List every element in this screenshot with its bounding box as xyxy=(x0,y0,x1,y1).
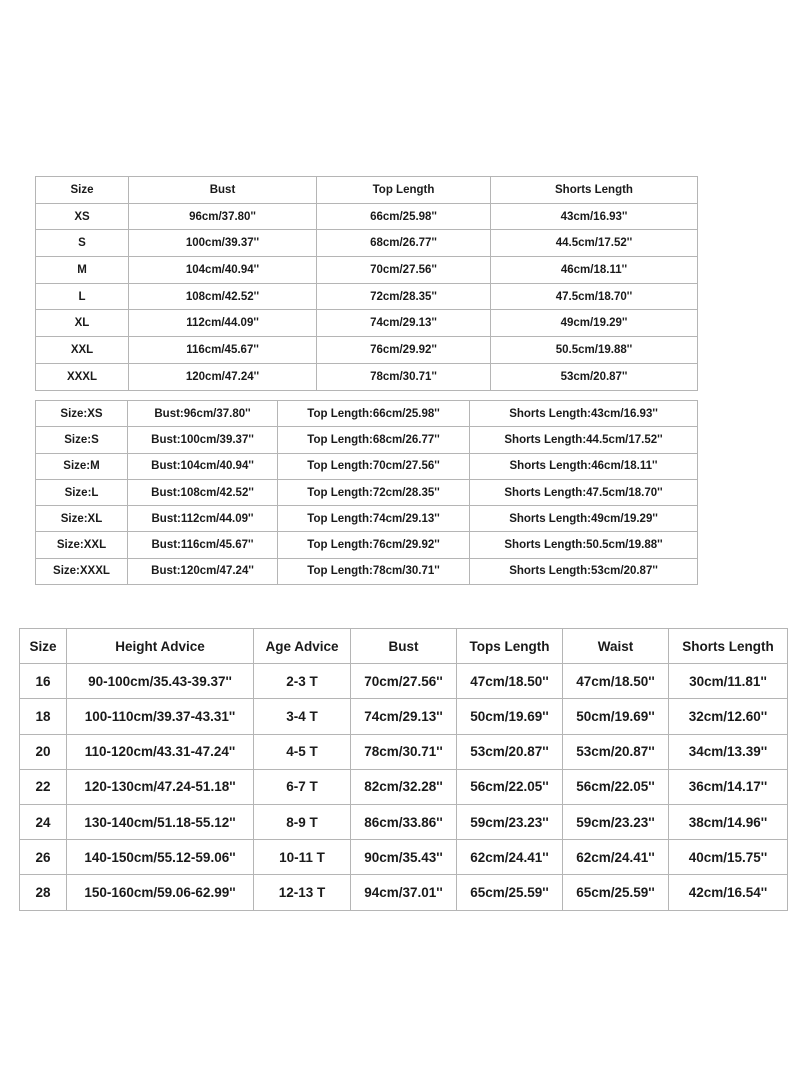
cell: 8-9 T xyxy=(254,804,351,839)
adult-size-labeled-table xyxy=(35,400,698,585)
cell: Top Length:68cm/26.77'' xyxy=(278,427,470,453)
cell: Size:M xyxy=(36,453,128,479)
cell: 110-120cm/43.31-47.24'' xyxy=(67,734,254,769)
header-cell: Shorts Length xyxy=(491,177,698,204)
header-cell: Top Length xyxy=(317,177,491,204)
cell: 53cm/20.87'' xyxy=(457,734,563,769)
cell: Shorts Length:53cm/20.87'' xyxy=(470,558,698,584)
cell: 12-13 T xyxy=(254,875,351,910)
cell: 96cm/37.80'' xyxy=(129,203,317,230)
cell: Size:S xyxy=(36,427,128,453)
cell: 74cm/29.13'' xyxy=(351,699,457,734)
cell: 47cm/18.50'' xyxy=(563,664,669,699)
cell: 36cm/14.17'' xyxy=(669,769,788,804)
cell: 32cm/12.60'' xyxy=(669,699,788,734)
table-row xyxy=(36,257,698,284)
cell: XXXL xyxy=(36,363,129,390)
cell: 59cm/23.23'' xyxy=(563,804,669,839)
table-row xyxy=(36,230,698,257)
cell: Size:XXL xyxy=(36,532,128,558)
cell: 47.5cm/18.70'' xyxy=(491,283,698,310)
cell: Bust:116cm/45.67'' xyxy=(128,532,278,558)
cell: 72cm/28.35'' xyxy=(317,283,491,310)
header-cell: Waist xyxy=(563,629,669,664)
cell: XXL xyxy=(36,337,129,364)
cell: Bust:112cm/44.09'' xyxy=(128,506,278,532)
cell: 40cm/15.75'' xyxy=(669,840,788,875)
cell: Top Length:74cm/29.13'' xyxy=(278,506,470,532)
cell: 70cm/27.56'' xyxy=(317,257,491,284)
table-row xyxy=(36,506,698,532)
cell: 65cm/25.59'' xyxy=(563,875,669,910)
cell: 100cm/39.37'' xyxy=(129,230,317,257)
cell: 16 xyxy=(20,664,67,699)
adult-size-table xyxy=(35,176,698,391)
table-row xyxy=(20,734,788,769)
cell: 43cm/16.93'' xyxy=(491,203,698,230)
cell: 78cm/30.71'' xyxy=(317,363,491,390)
cell: Size:L xyxy=(36,479,128,505)
cell: Shorts Length:43cm/16.93'' xyxy=(470,401,698,427)
cell: Size:XXXL xyxy=(36,558,128,584)
cell: 120-130cm/47.24-51.18'' xyxy=(67,769,254,804)
cell: 26 xyxy=(20,840,67,875)
cell: 53cm/20.87'' xyxy=(563,734,669,769)
header-cell: Age Advice xyxy=(254,629,351,664)
cell: 94cm/37.01'' xyxy=(351,875,457,910)
header-cell: Bust xyxy=(351,629,457,664)
cell: Shorts Length:46cm/18.11'' xyxy=(470,453,698,479)
cell: 3-4 T xyxy=(254,699,351,734)
table-row xyxy=(36,427,698,453)
cell: 2-3 T xyxy=(254,664,351,699)
cell: 62cm/24.41'' xyxy=(457,840,563,875)
cell: 30cm/11.81'' xyxy=(669,664,788,699)
table-row xyxy=(20,699,788,734)
cell: 38cm/14.96'' xyxy=(669,804,788,839)
cell: 59cm/23.23'' xyxy=(457,804,563,839)
cell: Shorts Length:50.5cm/19.88'' xyxy=(470,532,698,558)
cell: 78cm/30.71'' xyxy=(351,734,457,769)
cell: 10-11 T xyxy=(254,840,351,875)
table-row xyxy=(20,769,788,804)
cell: 120cm/47.24'' xyxy=(129,363,317,390)
cell: 90cm/35.43'' xyxy=(351,840,457,875)
cell: 24 xyxy=(20,804,67,839)
cell: Top Length:72cm/28.35'' xyxy=(278,479,470,505)
cell: Size:XS xyxy=(36,401,128,427)
cell: 68cm/26.77'' xyxy=(317,230,491,257)
table-row xyxy=(36,310,698,337)
cell: 116cm/45.67'' xyxy=(129,337,317,364)
cell: 4-5 T xyxy=(254,734,351,769)
cell: 70cm/27.56'' xyxy=(351,664,457,699)
cell: 130-140cm/51.18-55.12'' xyxy=(67,804,254,839)
cell: XL xyxy=(36,310,129,337)
cell: 108cm/42.52'' xyxy=(129,283,317,310)
cell: Top Length:66cm/25.98'' xyxy=(278,401,470,427)
cell: 100-110cm/39.37-43.31'' xyxy=(67,699,254,734)
table-row xyxy=(36,401,698,427)
cell: M xyxy=(36,257,129,284)
table-row xyxy=(36,203,698,230)
table-header-row xyxy=(36,177,698,204)
cell: 56cm/22.05'' xyxy=(457,769,563,804)
cell: 74cm/29.13'' xyxy=(317,310,491,337)
cell: Top Length:76cm/29.92'' xyxy=(278,532,470,558)
cell: Bust:100cm/39.37'' xyxy=(128,427,278,453)
cell: 82cm/32.28'' xyxy=(351,769,457,804)
cell: 56cm/22.05'' xyxy=(563,769,669,804)
cell: 50cm/19.69'' xyxy=(563,699,669,734)
cell: Bust:96cm/37.80'' xyxy=(128,401,278,427)
table-row xyxy=(36,532,698,558)
cell: 66cm/25.98'' xyxy=(317,203,491,230)
cell: Bust:120cm/47.24'' xyxy=(128,558,278,584)
cell: 42cm/16.54'' xyxy=(669,875,788,910)
table-row xyxy=(20,840,788,875)
cell: 34cm/13.39'' xyxy=(669,734,788,769)
cell: 140-150cm/55.12-59.06'' xyxy=(67,840,254,875)
cell: 112cm/44.09'' xyxy=(129,310,317,337)
cell: 76cm/29.92'' xyxy=(317,337,491,364)
cell: 65cm/25.59'' xyxy=(457,875,563,910)
table-row xyxy=(36,337,698,364)
table-row xyxy=(36,479,698,505)
cell: 20 xyxy=(20,734,67,769)
cell: 86cm/33.86'' xyxy=(351,804,457,839)
cell: 50.5cm/19.88'' xyxy=(491,337,698,364)
kids-size-table xyxy=(19,628,788,911)
header-cell: Size xyxy=(20,629,67,664)
header-cell: Shorts Length xyxy=(669,629,788,664)
header-cell: Height Advice xyxy=(67,629,254,664)
table-row xyxy=(20,804,788,839)
table-row xyxy=(36,363,698,390)
cell: Top Length:70cm/27.56'' xyxy=(278,453,470,479)
table-header-row xyxy=(20,629,788,664)
table-row xyxy=(20,875,788,910)
cell: 6-7 T xyxy=(254,769,351,804)
cell: 22 xyxy=(20,769,67,804)
table-row xyxy=(36,558,698,584)
cell: 90-100cm/35.43-39.37'' xyxy=(67,664,254,699)
cell: 150-160cm/59.06-62.99'' xyxy=(67,875,254,910)
cell: L xyxy=(36,283,129,310)
cell: 53cm/20.87'' xyxy=(491,363,698,390)
cell: Top Length:78cm/30.71'' xyxy=(278,558,470,584)
cell: XS xyxy=(36,203,129,230)
cell: Shorts Length:44.5cm/17.52'' xyxy=(470,427,698,453)
table-row xyxy=(36,283,698,310)
table-row xyxy=(20,664,788,699)
header-cell: Tops Length xyxy=(457,629,563,664)
cell: Shorts Length:49cm/19.29'' xyxy=(470,506,698,532)
cell: 49cm/19.29'' xyxy=(491,310,698,337)
cell: 18 xyxy=(20,699,67,734)
header-cell: Size xyxy=(36,177,129,204)
cell: Shorts Length:47.5cm/18.70'' xyxy=(470,479,698,505)
cell: 104cm/40.94'' xyxy=(129,257,317,284)
cell: S xyxy=(36,230,129,257)
cell: 46cm/18.11'' xyxy=(491,257,698,284)
cell: Size:XL xyxy=(36,506,128,532)
cell: Bust:104cm/40.94'' xyxy=(128,453,278,479)
cell: 50cm/19.69'' xyxy=(457,699,563,734)
cell: 62cm/24.41'' xyxy=(563,840,669,875)
cell: 28 xyxy=(20,875,67,910)
cell: 47cm/18.50'' xyxy=(457,664,563,699)
header-cell: Bust xyxy=(129,177,317,204)
table-row xyxy=(36,453,698,479)
cell: Bust:108cm/42.52'' xyxy=(128,479,278,505)
cell: 44.5cm/17.52'' xyxy=(491,230,698,257)
